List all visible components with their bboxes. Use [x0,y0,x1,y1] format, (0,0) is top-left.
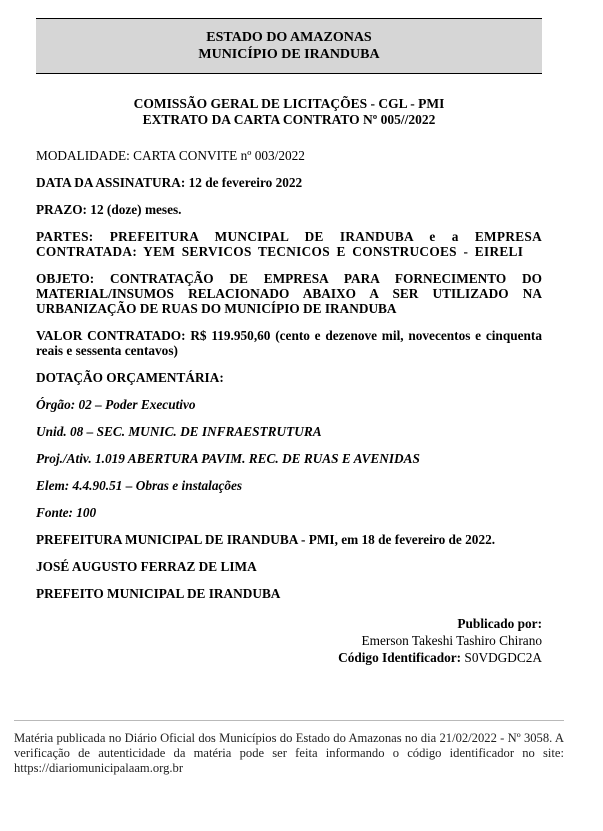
objeto: OBJETO: CONTRATAÇÃO DE EMPRESA PARA FORNECIMENTO DO MATERIAL/INSUMOS RELACIONADO ABAIXO A SER UTILIZADO NA URBANIZAÇÃO DE RUAS DO MUNICÍPIO DE IRANDUBA [36,271,542,316]
signatory-name: JOSÉ AUGUSTO FERRAZ DE LIMA [36,559,257,574]
footer-note: Matéria publicada no Diário Oficial dos Municípios do Estado do Amazonas no dia 21/02/2022 - Nº 3058. A verificação de autenticidade da matéria pode ser feita informando o código identificador no site: https://diariomunicipalaam.org.br [14,731,564,775]
orgao: Órgão: 02 – Poder Executivo [36,397,196,412]
published-by-label: Publicado por: [457,616,542,631]
header-municipality: MUNICÍPIO DE IRANDUBA [198,47,380,62]
title-commission: COMISSÃO GERAL DE LICITAÇÕES - CGL - PMI [133,96,445,111]
fonte: Fonte: 100 [36,505,97,520]
signatory-title: PREFEITO MUNICIPAL DE IRANDUBA [36,586,281,601]
header-state: ESTADO DO AMAZONAS [206,30,372,45]
local-data: PREFEITURA MUNICIPAL DE IRANDUBA - PMI, em 18 de fevereiro de 2022. [36,532,496,547]
identifier-code-row [36,649,542,666]
prazo: PRAZO: 12 (doze) meses. [36,202,182,217]
projeto-atividade: Proj./Ativ. 1.019 ABERTURA PAVIM. REC. DE RUAS E AVENIDAS [36,451,420,466]
data-assinatura: DATA DA ASSINATURA: 12 de fevereiro 2022 [36,175,303,190]
document-body [36,96,542,666]
partes: PARTES: PREFEITURA MUNCIPAL DE IRANDUBA e a EMPRESA CONTRATADA: YEM SERVICOS TECNICOS E CONSTRUCOES - EIRELI [36,229,542,259]
footer-divider [14,720,564,721]
identifier-code: S0VDGDC2A [464,650,542,665]
elemento: Elem: 4.4.90.51 – Obras e instalações [36,478,243,493]
publication-info [36,615,542,666]
dotacao-orcamentaria: DOTAÇÃO ORÇAMENTÁRIA: [36,370,224,385]
document-header [36,18,542,74]
title-extract: EXTRATO DA CARTA CONTRATO Nº 005//2022 [142,112,436,127]
document-title [36,96,542,128]
modalidade: MODALIDADE: CARTA CONVITE nº 003/2022 [36,148,305,163]
publisher-name: Emerson Takeshi Tashiro Chirano [361,633,542,648]
valor-contratado: VALOR CONTRATADO: R$ 119.950,60 (cento e dezenove mil, novecentos e cinquenta reais e sessenta centavos) [36,328,542,358]
identifier-code-label: Código Identificador: [338,650,462,665]
unidade: Unid. 08 – SEC. MUNIC. DE INFRAESTRUTURA [36,424,322,439]
